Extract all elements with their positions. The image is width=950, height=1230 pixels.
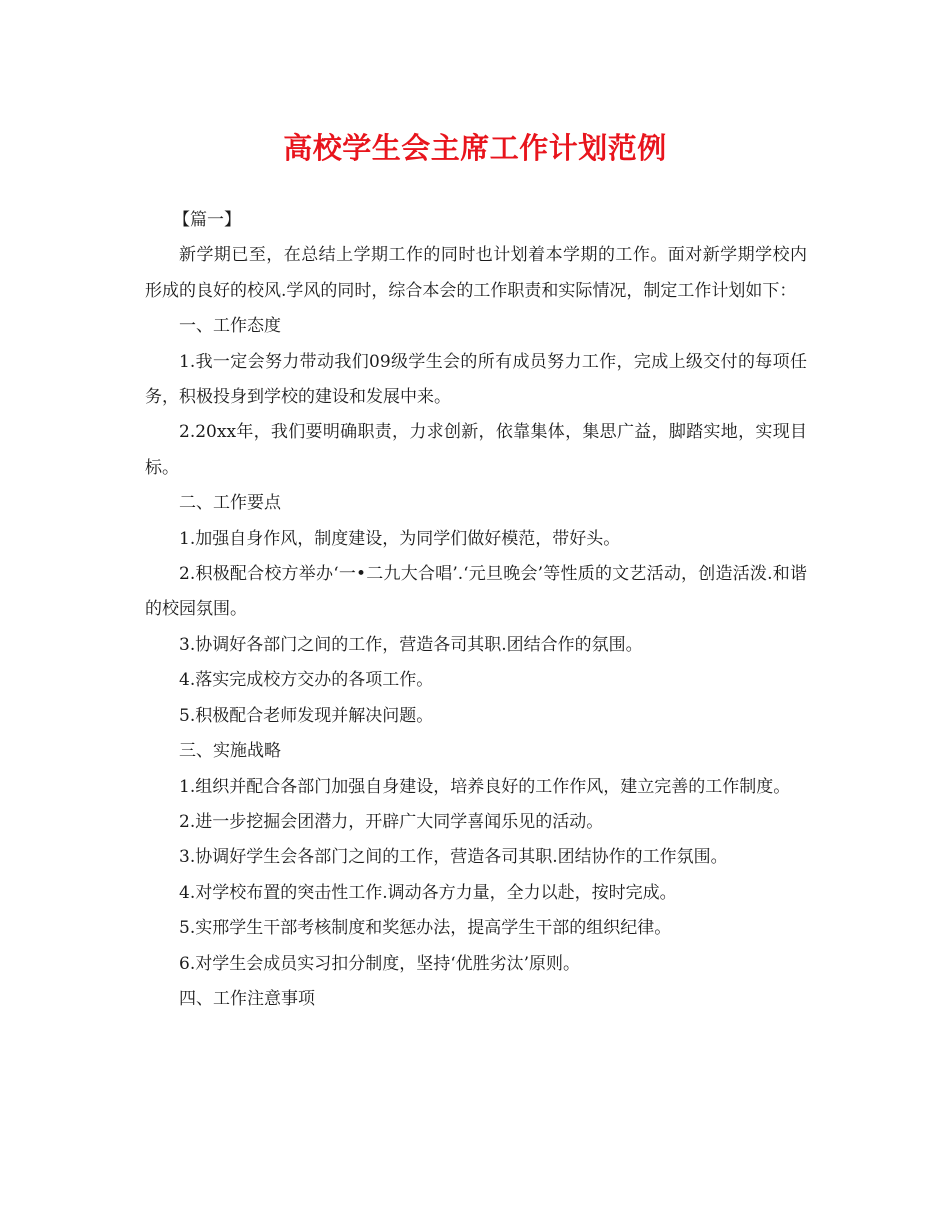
key-point-item-3: 3.协调好各部门之间的工作，营造各司其职.团结合作的氛围。 (179, 634, 643, 655)
intro-paragraph: 新学期已至，在总结上学期工作的同时也计划着本学期的工作。面对新学期学校内形成的良好的校风.学风的同时，综合本会的工作职责和实际情况，制定工作计划如下： (145, 245, 807, 301)
attitude-item-1: 1.我一定会努力带动我们09级学生会的所有成员努力工作，完成上级交付的每项任务，积极投身到学校的建设和发展中来。 (145, 351, 807, 408)
key-point-item-4: 4.落实完成校方交办的各项工作。 (179, 670, 434, 691)
heading-work-attitude: 一、工作态度 (179, 316, 281, 337)
key-point-item-5: 5.积极配合老师发现并解决问题。 (179, 705, 434, 726)
heading-strategy: 三、实施战略 (179, 741, 281, 762)
strategy-item-1: 1.组织并配合各部门加强自身建设，培养良好的工作作风，建立完善的工作制度。 (179, 776, 791, 797)
document-title: 高校学生会主席工作计划范例 (283, 131, 667, 165)
document-body (145, 203, 807, 1017)
strategy-item-5: 5.实邢学生干部考核制度和奖惩办法，提高学生干部的组织纪律。 (179, 918, 672, 939)
attitude-item-2: 2.20xx年，我们要明确职责，力求创新，依靠集体，集思广益，脚踏实地，实现目标。 (145, 422, 807, 478)
strategy-item-4: 4.对学校布置的突击性工作.调动各方力量，全力以赴，按时完成。 (179, 882, 677, 903)
section-tag: 【篇一】 (173, 210, 241, 230)
heading-key-points: 二、工作要点 (179, 493, 281, 514)
key-point-item-1: 1.加强自身作风，制度建设，为同学们做好模范，带好头。 (179, 528, 621, 549)
heading-precautions: 四、工作注意事项 (179, 988, 315, 1009)
strategy-item-3: 3.协调好学生会各部门之间的工作，营造各司其职.团结协作的工作氛围。 (179, 847, 728, 868)
strategy-item-2: 2.进一步挖掘会团潜力，开辟广大同学喜闻乐见的活动。 (179, 811, 604, 832)
strategy-item-6: 6.对学生会成员实习扣分制度，坚持‘优胜劣汰’原则。 (179, 953, 581, 974)
key-point-item-2: 2.积极配合校方举办‘一•二九大合唱’.‘元旦晚会’等性质的文艺活动，创造活泼.和谐的校园氛围。 (145, 564, 807, 620)
